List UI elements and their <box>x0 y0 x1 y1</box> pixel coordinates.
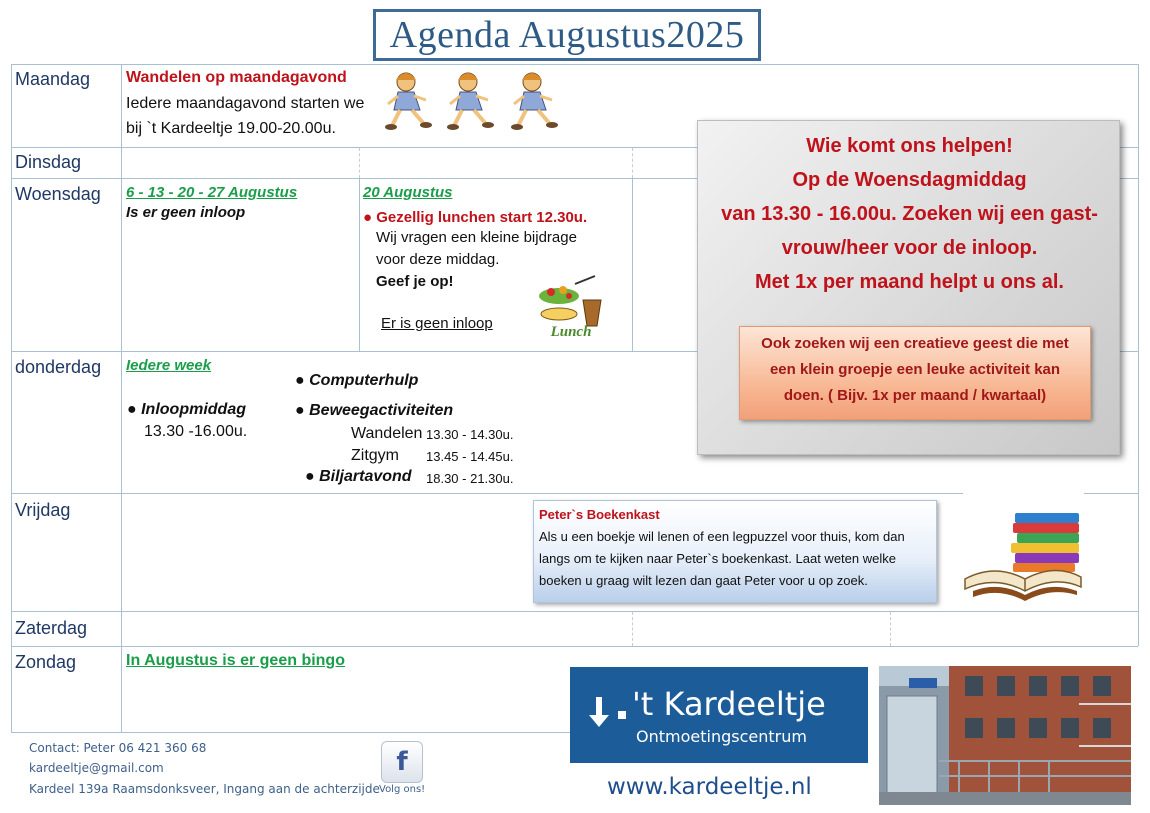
biljart-label: Biljartavond <box>319 468 412 485</box>
help-line1: Wie komt ons helpen! <box>806 135 1013 157</box>
wandelen-time: 13.30 - 14.30u. <box>426 427 514 442</box>
walking-figure-icon <box>384 70 584 132</box>
building-photo <box>879 666 1131 805</box>
wandelen-label: Wandelen <box>351 425 423 442</box>
inloop-time: 13.30 -16.00u. <box>144 423 248 440</box>
woensdag-date2: 20 Augustus <box>363 184 453 201</box>
logo-sub: Ontmoetingscentrum <box>636 727 807 746</box>
maandag-line2: bij `t Kardeeltje 19.00-20.00u. <box>126 120 336 137</box>
zondag-note: In Augustus is er geen bingo <box>126 652 345 669</box>
donderdag-weekly <box>126 357 211 374</box>
lunch-l2: voor deze middag. <box>376 251 500 268</box>
help-line5: Met 1x per maand helpt u ons al. <box>755 271 1064 293</box>
lunch-l3: Geef je op! <box>376 273 454 290</box>
books-icon <box>963 493 1084 611</box>
footer-contact: Contact: Peter 06 421 360 68 <box>29 741 207 755</box>
facebook-glyph: f <box>396 747 408 777</box>
maandag-heading: Wandelen op maandagavond <box>126 69 347 86</box>
peter-line2: langs om te kijken naar Peter`s boekenkast. Laat weten welke <box>539 551 896 566</box>
logo-name: 't Kardeeltje <box>632 685 826 723</box>
inloop-label: Inloopmiddag <box>141 401 246 418</box>
logo-dot <box>618 711 626 719</box>
page-title: Agenda Augustus2025 <box>389 14 745 56</box>
zitgym-label: Zitgym <box>351 447 399 464</box>
day-vrijdag: Vrijdag <box>15 500 71 520</box>
help-wanted-box <box>697 120 1120 455</box>
biljart-item: ● Biljartavond <box>305 468 412 485</box>
biljart-time: 18.30 - 21.30u. <box>426 471 514 486</box>
peter-line3: boeken u graag wilt lezen dan gaat Peter voor u op zoek. <box>539 573 868 588</box>
computer-item: ● Computerhulp <box>295 372 419 389</box>
facebook-icon[interactable] <box>381 741 423 783</box>
follow-us-label: Volg ons! <box>379 784 426 795</box>
day-zaterdag: Zaterdag <box>15 618 88 638</box>
woensdag-note: Is er geen inloop <box>126 204 246 221</box>
footer-email[interactable]: kardeeltje@gmail.com <box>29 761 164 775</box>
arrow-down-icon <box>586 695 612 729</box>
day-zondag: Zondag <box>15 652 77 672</box>
peter-boekenkast-box <box>533 500 937 603</box>
title-box <box>373 9 761 61</box>
creative-box <box>739 326 1091 420</box>
maandag-line1: Iedere maandagavond starten we <box>126 95 365 112</box>
lunch-title: ● Gezellig lunchen start 12.30u. <box>363 209 588 226</box>
day-woensdag: Woensdag <box>15 184 101 204</box>
peter-line1: Als u een boekje wil lenen of een legpuzzel voor thuis, kom dan <box>539 529 905 544</box>
beweeg-item: ● Beweegactiviteiten <box>295 402 454 419</box>
lunch-title-text: Gezellig lunchen start 12.30u. <box>376 209 588 226</box>
footer-address: Kardeel 139a Raamsdonksveer, Ingang aan de achterzijde <box>29 782 380 796</box>
woensdag-dates: 6 - 13 - 20 - 27 Augustus <box>126 184 298 201</box>
website-link[interactable]: www.kardeeltje.nl <box>607 774 812 800</box>
woensdag-left <box>126 184 297 221</box>
help-line2: Op de Woensdagmiddag <box>792 169 1027 191</box>
lunch-l1: Wij vragen een kleine bijdrage <box>376 229 577 246</box>
day-dinsdag: Dinsdag <box>15 152 82 172</box>
computer-label: Computerhulp <box>309 372 419 389</box>
day-donderdag: donderdag <box>15 357 102 377</box>
inloop-item: ● Inloopmiddag <box>127 401 246 418</box>
help-line4: vrouw/heer voor de inloop. <box>781 237 1038 259</box>
books-icon-frame <box>963 493 1084 611</box>
maandag-block <box>126 69 364 141</box>
creative-line2: een klein groepje een leuke activiteit kan <box>769 361 1061 378</box>
zondag-block <box>126 652 345 670</box>
zitgym-time: 13.45 - 14.45u. <box>426 449 514 464</box>
beweeg-label: Beweegactiviteiten <box>309 402 454 419</box>
peter-heading: Peter`s Boekenkast <box>539 507 660 522</box>
donderdag-weekly-label: Iedere week <box>126 357 212 374</box>
lunch-icon <box>535 270 607 342</box>
creative-line1: Ook zoeken wij een creatieve geest die met <box>761 335 1069 352</box>
kardeeltje-logo <box>570 667 868 763</box>
creative-line3: doen. ( Bijv. 1x per maand / kwartaal) <box>783 387 1047 404</box>
lunch-icon-label: Lunch <box>550 324 592 340</box>
no-inloop: Er is geen inloop <box>381 315 493 332</box>
help-line3: van 13.30 - 16.00u. Zoeken wij een gast- <box>721 203 1098 225</box>
day-maandag: Maandag <box>15 69 91 89</box>
